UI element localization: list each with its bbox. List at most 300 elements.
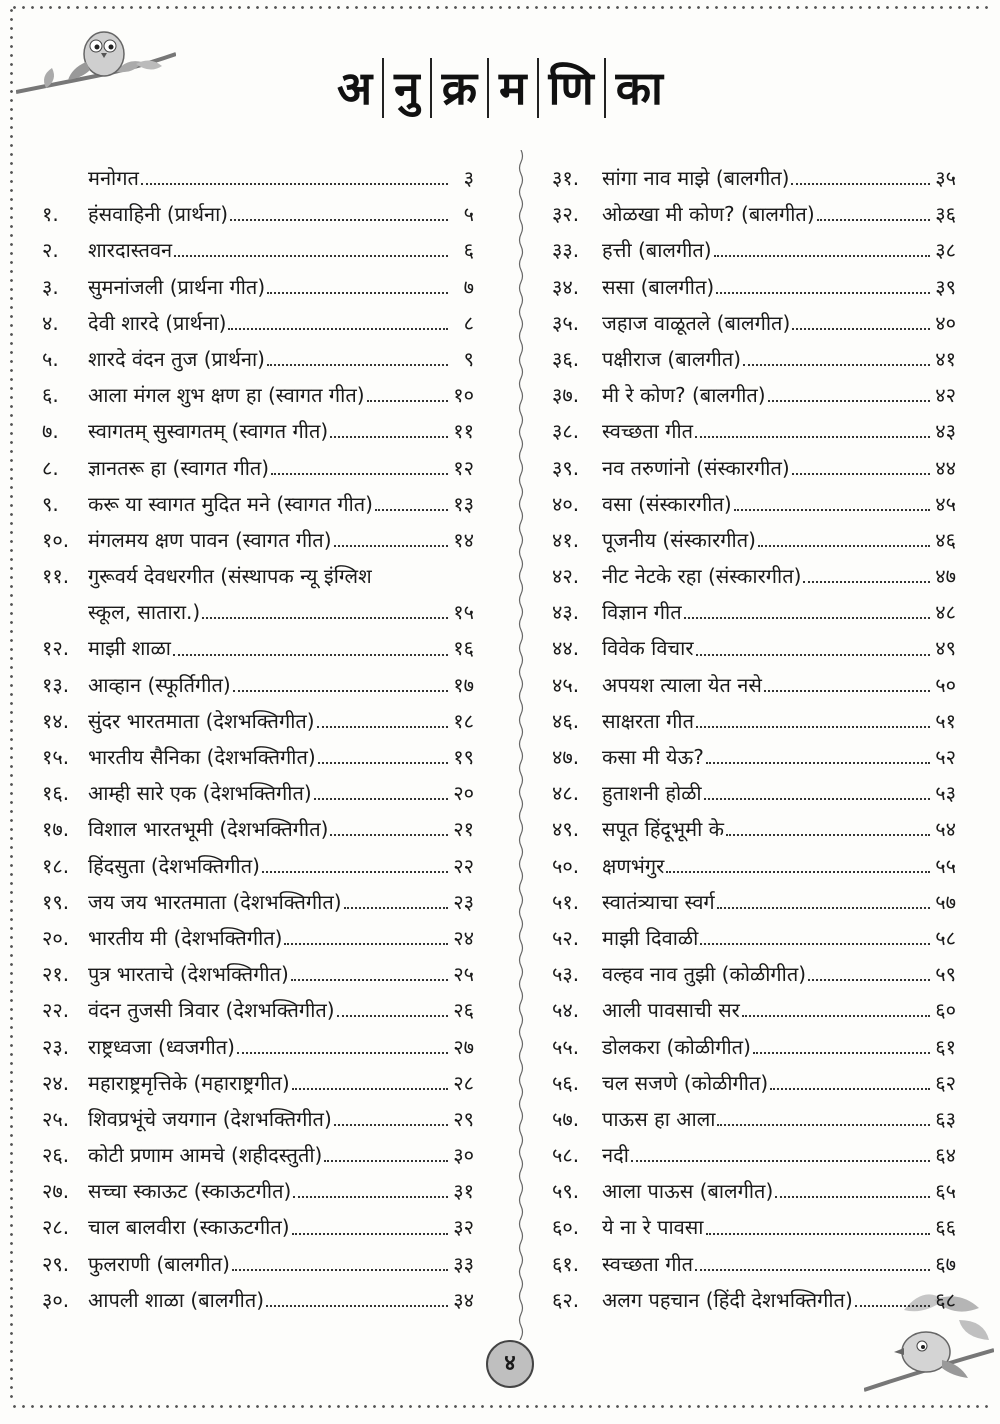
entry-number: २१. — [42, 962, 70, 987]
toc-entry — [552, 811, 956, 847]
toc-entry — [552, 1029, 956, 1065]
entry-title: मनोगत — [88, 166, 139, 190]
entry-page-number: ६२ — [935, 1070, 956, 1095]
dot-leader — [792, 328, 930, 330]
entry-number: २३. — [42, 1034, 70, 1059]
dot-leader — [808, 979, 930, 981]
dot-leader — [262, 871, 448, 873]
dot-leader — [855, 1305, 930, 1307]
toc-entry — [42, 522, 474, 558]
entry-page-number: ६० — [935, 998, 956, 1023]
entry-title: सच्चा स्काऊट (स्काऊटगीत) — [88, 1179, 292, 1204]
entry-title: मी रे कोण? (बालगीत) — [602, 383, 766, 408]
entry-number: ४४. — [552, 636, 580, 661]
toc-entry — [552, 1065, 956, 1101]
entry-title: वसा (संस्कारगीत) — [602, 491, 732, 516]
dot-leader — [803, 581, 930, 583]
entry-title: स्वातंत्र्याचा स्वर्ग — [602, 889, 715, 914]
toc-entry — [552, 1246, 956, 1282]
entry-page-number: ३२ — [453, 1215, 474, 1240]
entry-title: स्वच्छता गीत — [602, 1251, 694, 1276]
entry-page-number: ५९ — [935, 962, 956, 987]
entry-title: आम्ही सारे एक (देशभक्तिगीत) — [88, 781, 312, 806]
toc-entry — [42, 160, 474, 196]
entry-title: शारदे वंदन तुज (प्रार्थना) — [88, 346, 265, 371]
entry-number: ३३. — [552, 238, 580, 263]
toc-entry — [42, 558, 474, 594]
entry-number: ७. — [42, 419, 59, 444]
entry-page-number: २६ — [453, 998, 474, 1023]
entry-page-number: १९ — [453, 745, 474, 769]
entry-number: ३८. — [552, 419, 580, 444]
entry-number: ५४. — [552, 998, 580, 1023]
toc-entry — [42, 1209, 474, 1245]
toc-entry — [552, 594, 956, 630]
entry-title: गुरूवर्य देवधरगीत (संस्थापक न्यू इंग्लिश — [88, 564, 372, 589]
toc-entry — [42, 196, 474, 232]
entry-number: २४. — [42, 1070, 70, 1095]
dot-leader — [324, 1160, 448, 1162]
toc-entry — [42, 992, 474, 1028]
dot-leader — [714, 255, 930, 257]
entry-number: १८. — [42, 853, 70, 878]
entry-title: हंसवाहिनी (प्रार्थना) — [88, 202, 229, 227]
entry-number: ४. — [42, 310, 59, 335]
toc-entry — [42, 1065, 474, 1101]
entry-number: ४९. — [552, 817, 580, 842]
dot-leader — [770, 1088, 930, 1090]
toc-entry — [42, 956, 474, 992]
entry-page-number: ४१ — [935, 346, 956, 371]
entry-number: ४७. — [552, 745, 580, 769]
toc-entry — [42, 413, 474, 449]
entry-title: पक्षीराज (बालगीत) — [602, 346, 742, 371]
toc-entry — [552, 775, 956, 811]
entry-title: कसा मी येऊ? — [602, 745, 704, 769]
toc-entry — [552, 1101, 956, 1137]
entry-number: १२. — [42, 636, 70, 661]
entry-title: करू या स्वागत मुदित मने (स्वागत गीत) — [88, 491, 373, 516]
entry-number: ६. — [42, 383, 59, 408]
entry-number: ३५. — [552, 310, 580, 335]
dot-leader — [318, 762, 448, 764]
dot-leader — [684, 617, 930, 619]
entry-title: नदी — [602, 1143, 629, 1168]
dot-leader — [314, 798, 448, 800]
dot-leader — [344, 907, 448, 909]
entry-title: अलग पहचान (हिंदी देशभक्तिगीत) — [602, 1287, 853, 1312]
entry-page-number: ६३ — [935, 1106, 956, 1131]
entry-title: पाऊस हा आला — [602, 1106, 716, 1131]
entry-number: १४. — [42, 708, 70, 733]
entry-title: अपयश त्याला येत नसे — [602, 672, 762, 697]
entry-number: ४६. — [552, 708, 580, 733]
entry-page-number: १६ — [453, 636, 474, 661]
toc-entry — [42, 1282, 474, 1318]
toc-entry — [552, 450, 956, 486]
entry-number: ५९. — [552, 1179, 580, 1204]
entry-title: आला मंगल शुभ क्षण हा (स्वागत गीत) — [88, 383, 365, 408]
dotted-border-bottom — [10, 1405, 990, 1408]
entry-number: २०. — [42, 925, 70, 950]
entry-page-number: ३ — [463, 166, 474, 190]
dot-leader — [330, 834, 448, 836]
dot-leader — [726, 834, 930, 836]
entry-page-number: ३४ — [453, 1287, 474, 1312]
entry-page-number: २१ — [453, 817, 474, 842]
entry-page-number: २० — [453, 781, 474, 806]
entry-page-number: ८ — [463, 310, 474, 335]
dot-leader — [173, 654, 448, 656]
toc-entry — [42, 269, 474, 305]
dot-leader — [232, 1269, 448, 1271]
entry-number: ४२. — [552, 564, 580, 589]
entry-page-number: ३६ — [935, 202, 956, 227]
entry-page-number: २४ — [453, 925, 474, 950]
entry-title: ये ना रे पावसा — [602, 1215, 704, 1240]
entry-title: क्षणभंगुर — [602, 853, 665, 878]
entry-page-number: २३ — [453, 889, 474, 914]
toc-entry — [552, 522, 956, 558]
dot-leader — [775, 1196, 930, 1198]
entry-page-number: ९ — [463, 346, 474, 371]
entry-page-number: ६८ — [935, 1287, 956, 1312]
entry-number: ५१. — [552, 889, 580, 914]
entry-page-number: ३९ — [935, 274, 956, 299]
entry-page-number: १८ — [453, 708, 474, 733]
entry-title: वल्हव नाव तुझी (कोळीगीत) — [602, 962, 807, 987]
entry-number: १. — [42, 202, 59, 227]
entry-number: ५५. — [552, 1034, 580, 1059]
dot-leader — [704, 798, 930, 800]
entry-title: हुताशनी होळी — [602, 781, 702, 806]
title-letter: णि — [539, 58, 606, 118]
dot-leader — [764, 690, 930, 692]
entry-title: माझी दिवाळी — [602, 925, 699, 950]
entry-title: जय जय भारतमाता (देशभक्तिगीत) — [88, 889, 342, 914]
entry-number: ५३. — [552, 962, 580, 987]
entry-number: २२. — [42, 998, 70, 1023]
entry-title: आला पाऊस (बालगीत) — [602, 1179, 774, 1204]
toc-entry — [552, 341, 956, 377]
entry-page-number: ५३ — [935, 781, 956, 806]
page-number-badge: ४ — [486, 1340, 534, 1388]
toc-entry — [552, 1137, 956, 1173]
dot-leader — [734, 509, 930, 511]
entry-page-number: ५२ — [935, 745, 956, 769]
toc-entry — [42, 667, 474, 703]
entry-title: विशाल भारतभूमी (देशभक्तिगीत) — [88, 817, 329, 842]
entry-number: ५. — [42, 346, 59, 371]
entry-title: स्वच्छता गीत — [602, 419, 694, 444]
entry-title: मंगलमय क्षण पावन (स्वागत गीत) — [88, 527, 332, 552]
entry-page-number: ३३ — [453, 1251, 474, 1276]
entry-page-number: २९ — [453, 1106, 474, 1131]
title-letter: म — [489, 58, 539, 118]
toc-entry — [42, 486, 474, 522]
title-letter: नु — [384, 58, 432, 118]
dot-leader — [267, 292, 448, 294]
entry-page-number: ३८ — [935, 238, 956, 263]
dot-leader — [141, 183, 448, 185]
entry-number: ९. — [42, 491, 59, 516]
entry-page-number: १७ — [453, 672, 474, 697]
entry-number: ३७. — [552, 383, 580, 408]
entry-number: ४१. — [552, 527, 580, 552]
dot-leader — [284, 943, 448, 945]
entry-page-number: ६१ — [935, 1034, 956, 1059]
entry-page-number: ६५ — [935, 1179, 956, 1204]
entry-number: ६०. — [552, 1215, 580, 1240]
entry-number: ३२. — [552, 202, 580, 227]
entry-title: हिंदसुता (देशभक्तिगीत) — [88, 853, 260, 878]
toc-entry — [42, 232, 474, 268]
dot-leader — [792, 473, 930, 475]
entry-page-number: ५५ — [935, 853, 956, 878]
entry-number: १३. — [42, 672, 70, 697]
dot-leader — [202, 617, 448, 619]
entry-number: ४५. — [552, 672, 580, 697]
entry-page-number: ४८ — [935, 600, 956, 625]
toc-entry — [42, 341, 474, 377]
dot-leader — [716, 292, 930, 294]
toc-entry — [42, 811, 474, 847]
entry-title: साक्षरता गीत — [602, 708, 694, 733]
entry-page-number: ५४ — [935, 817, 956, 842]
dot-leader — [758, 545, 930, 547]
entry-number: ३१. — [552, 166, 580, 190]
toc-entry — [42, 630, 474, 666]
entry-number: ५८. — [552, 1143, 580, 1168]
entry-page-number: १३ — [453, 491, 474, 516]
entry-title: ओळखा मी कोण? (बालगीत) — [602, 202, 815, 227]
entry-number: २५. — [42, 1106, 70, 1131]
entry-page-number: ६६ — [935, 1215, 956, 1240]
entry-title: चल सजणे (कोळीगीत) — [602, 1070, 769, 1095]
entry-title: सुमनांजली (प्रार्थना गीत) — [88, 274, 266, 299]
entry-page-number: २५ — [453, 962, 474, 987]
dot-leader — [174, 255, 448, 257]
entry-page-number: ४३ — [935, 419, 956, 444]
entry-title: फुलराणी (बालगीत) — [88, 1251, 230, 1276]
entry-number: १९. — [42, 889, 70, 914]
dot-leader — [230, 219, 448, 221]
toc-entry — [552, 558, 956, 594]
dot-leader — [753, 1052, 930, 1054]
dot-leader — [631, 1160, 930, 1162]
entry-page-number: २८ — [453, 1070, 474, 1095]
entry-title: हत्ती (बालगीत) — [602, 238, 712, 263]
toc-entry — [42, 1246, 474, 1282]
dot-leader — [817, 219, 930, 221]
dot-leader — [237, 1052, 448, 1054]
entry-title: सपूत हिंदूभूमी के — [602, 817, 724, 842]
entry-title: सांगा नाव माझे (बालगीत) — [602, 166, 790, 190]
entry-number: ६२. — [552, 1287, 580, 1312]
dot-leader — [743, 364, 930, 366]
entry-number: ४८. — [552, 781, 580, 806]
toc-entry — [552, 486, 956, 522]
dot-leader — [317, 726, 448, 728]
toc-entry — [552, 1282, 956, 1318]
entry-title: आव्हान (स्फूर्तिगीत) — [88, 672, 231, 697]
toc-entry — [552, 703, 956, 739]
entry-page-number: ४६ — [935, 527, 956, 552]
entry-number: ५०. — [552, 853, 580, 878]
title-letter: का — [615, 61, 663, 115]
dot-leader — [330, 436, 448, 438]
entry-number: १०. — [42, 527, 70, 552]
dot-leader — [706, 1233, 931, 1235]
toc-column-left — [42, 160, 474, 1318]
entry-number: ४०. — [552, 491, 580, 516]
dot-leader — [717, 907, 930, 909]
entry-title: शिवप्रभूंचे जयगान (देशभक्तिगीत) — [88, 1106, 332, 1131]
toc-entry — [42, 884, 474, 920]
dot-leader — [267, 364, 448, 366]
title-letter: क्र — [432, 58, 489, 118]
entry-number: ५६. — [552, 1070, 580, 1095]
toc-entry — [42, 1101, 474, 1137]
dot-leader — [791, 183, 930, 185]
entry-title: ससा (बालगीत) — [602, 274, 715, 299]
dot-leader — [706, 762, 930, 764]
entry-number: १६. — [42, 781, 70, 806]
dot-leader — [375, 509, 448, 511]
entry-number: ६१. — [552, 1251, 580, 1276]
toc-entry — [552, 269, 956, 305]
entry-title: भारतीय सैनिका (देशभक्तिगीत) — [88, 745, 316, 769]
toc-entry — [552, 232, 956, 268]
toc-entry — [552, 305, 956, 341]
entry-title: सुंदर भारतमाता (देशभक्तिगीत) — [88, 708, 315, 733]
entry-page-number: १० — [453, 383, 474, 408]
entry-page-number: ५८ — [935, 925, 956, 950]
entry-title: चाल बालवीरा (स्काऊटगीत) — [88, 1215, 290, 1240]
entry-title: डोलकरा (कोळीगीत) — [602, 1034, 751, 1059]
entry-page-number: ४५ — [935, 491, 956, 516]
dotted-border-left — [10, 6, 13, 1404]
dot-leader — [292, 1088, 448, 1090]
entry-number: २. — [42, 238, 59, 263]
entry-title: देवी शारदे (प्रार्थना) — [88, 310, 227, 335]
entry-title: भारतीय मी (देशभक्तिगीत) — [88, 925, 283, 950]
dot-leader — [666, 871, 930, 873]
title-letter: अ — [327, 58, 384, 118]
entry-page-number: १४ — [453, 527, 474, 552]
toc-entry — [42, 1137, 474, 1173]
dot-leader — [334, 545, 448, 547]
entry-title: विज्ञान गीत — [602, 600, 682, 625]
entry-title: नव तरुणांनो (संस्कारगीत) — [602, 455, 790, 480]
toc-entry — [552, 1173, 956, 1209]
entry-title: आपली शाळा (बालगीत) — [88, 1287, 265, 1312]
entry-page-number: ५ — [463, 202, 474, 227]
dot-leader — [271, 473, 448, 475]
dot-leader — [228, 328, 448, 330]
entry-title: कोटी प्रणाम आमचे (शहीदस्तुती) — [88, 1143, 323, 1168]
toc-entry — [552, 1209, 956, 1245]
title-boxed-letters — [327, 58, 673, 118]
entry-page-number: ३१ — [453, 1179, 474, 1204]
dot-leader — [367, 400, 448, 402]
dot-leader — [266, 1305, 448, 1307]
dot-leader — [292, 1233, 448, 1235]
entry-number: ३६. — [552, 346, 580, 371]
dot-leader — [337, 1015, 448, 1017]
entry-page-number: ७ — [463, 274, 474, 299]
toc-entry — [552, 630, 956, 666]
toc-entry — [42, 739, 474, 775]
entry-number: १७. — [42, 817, 70, 842]
entry-page-number: १५ — [453, 600, 474, 625]
entry-page-number: ६४ — [935, 1143, 956, 1168]
dot-leader — [695, 436, 930, 438]
toc-entry — [552, 884, 956, 920]
entry-title: आली पावसाची सर — [602, 998, 740, 1023]
dot-leader — [293, 1196, 448, 1198]
entry-number: ३९. — [552, 455, 580, 480]
entry-number: २८. — [42, 1215, 70, 1240]
entry-number: ३०. — [42, 1287, 70, 1312]
dot-leader — [768, 400, 930, 402]
entry-page-number: ४० — [935, 310, 956, 335]
entry-title: शारदास्तवन — [88, 238, 173, 263]
entry-number: ५७. — [552, 1106, 580, 1131]
toc-entry — [42, 920, 474, 956]
entry-title: स्वागतम्‌ सुस्वागतम्‌ (स्वागत गीत) — [88, 419, 329, 444]
entry-page-number: २७ — [453, 1034, 474, 1059]
entry-page-number: ५० — [935, 672, 956, 697]
entry-page-number: ११ — [453, 419, 474, 444]
entry-number: ११. — [42, 564, 70, 589]
toc-entry — [552, 377, 956, 413]
entry-title: माझी शाळा — [88, 636, 171, 661]
toc-entry — [42, 1173, 474, 1209]
toc-entry — [552, 992, 956, 1028]
entry-number: ३४. — [552, 274, 580, 299]
entry-title: विवेक विचार — [602, 636, 694, 661]
entry-title: महाराष्ट्रमृत्तिके (महाराष्ट्रगीत) — [88, 1070, 290, 1095]
toc-entry — [552, 848, 956, 884]
entry-number: २७. — [42, 1179, 70, 1204]
entry-page-number: ३० — [453, 1143, 474, 1168]
entry-title: नीट नेटके रहा (संस्कारगीत) — [602, 564, 802, 589]
entry-page-number: ३५ — [935, 166, 956, 190]
toc-entry — [552, 920, 956, 956]
toc-entry — [42, 703, 474, 739]
entry-page-number: ४९ — [935, 636, 956, 661]
entry-number: २६. — [42, 1143, 70, 1168]
toc-entry — [42, 594, 474, 630]
entry-page-number: २२ — [453, 853, 474, 878]
entry-page-number: ५७ — [935, 889, 956, 914]
dot-leader — [291, 979, 448, 981]
entry-page-number: १२ — [453, 455, 474, 480]
entry-title: वंदन तुजसी त्रिवार (देशभक्तिगीत) — [88, 998, 335, 1023]
entry-page-number: ५१ — [935, 708, 956, 733]
entry-page-number: ४७ — [935, 564, 956, 589]
entry-title: ज्ञानतरू हा (स्वागत गीत) — [88, 455, 270, 480]
toc-entry — [552, 413, 956, 449]
dot-leader — [696, 654, 931, 656]
entry-page-number: ४२ — [935, 383, 956, 408]
entry-title: पुत्र भारताचे (देशभक्तिगीत) — [88, 962, 289, 987]
toc-entry — [552, 739, 956, 775]
dot-leader — [695, 1269, 930, 1271]
wavy-column-divider — [518, 150, 524, 1340]
dotted-border-top — [10, 6, 990, 9]
